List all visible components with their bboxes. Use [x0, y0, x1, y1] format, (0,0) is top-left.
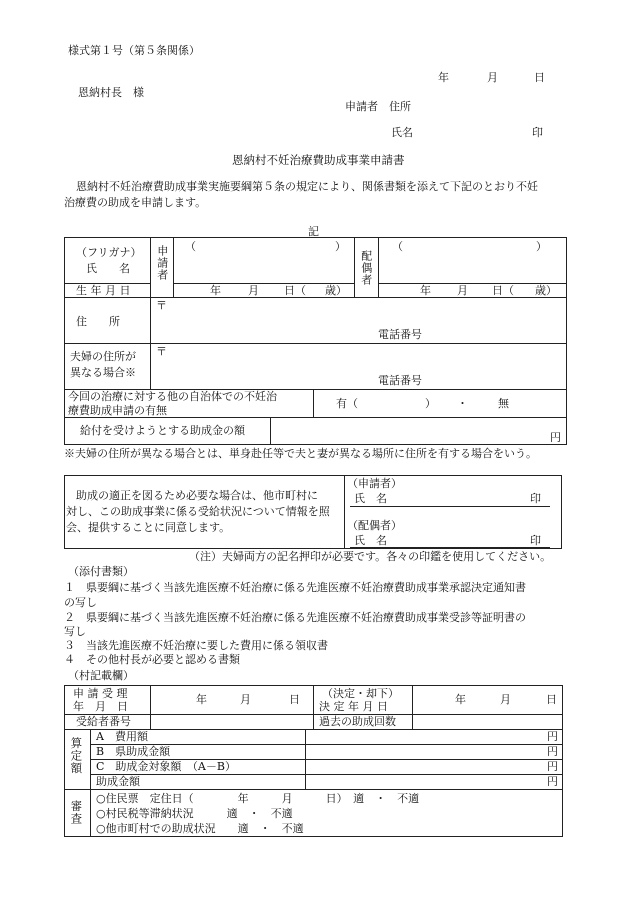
applicant-furigana-open: （ [185, 240, 196, 253]
target-amount-row-label: C 助成金対象額 （A－B） [96, 760, 236, 773]
page-title: 恩納村不妊治療費助成事業申請書 [232, 153, 405, 167]
applicant-name-label: 氏名 [391, 126, 413, 139]
consent-line-1: 助成の適正を図るため必要な場合は、他市町村に [76, 489, 318, 502]
diff-address-label-2: 異なる場合※ [70, 366, 136, 379]
diff-phone-label: 電話番号 [378, 374, 422, 387]
name-label: 氏 名 [86, 262, 130, 275]
past-count-label: 過去の助成回数 [319, 715, 396, 728]
intro-line-2: 治療費の助成を申請します。 [64, 196, 207, 209]
spouse-birth-month: 月 [457, 284, 468, 297]
spouse-age: 歳） [535, 284, 557, 297]
receipt-date-label-1: 申 請 受 理 [73, 687, 128, 700]
spouse-furigana-open: （ [392, 240, 403, 253]
other-city-label-2: 療費助成申請の有無 [68, 404, 167, 417]
date-day-label: 日 [534, 71, 545, 84]
intro-line-1: 恩納村不妊治療費助成事業実施要綱第５条の規定により、関係書類を添えて下記のとおり不妊 [76, 180, 538, 193]
dot-separator: ・ [457, 397, 468, 410]
recipient-number-label: 受給者番号 [76, 715, 131, 728]
applicant-address-label: 申請者 住所 [345, 100, 411, 113]
postal-mark: 〒 [156, 299, 167, 312]
decision-date-label-2: 決 定 年 月 日 [319, 700, 388, 713]
yes-close: ） [425, 397, 436, 410]
consent-applicant-heading: （申請者） [347, 477, 402, 490]
form-number: 様式第１号（第５条関係） [68, 44, 200, 57]
pref-grant-yen: 円 [547, 745, 558, 758]
phone-label: 電話番号 [378, 328, 422, 341]
seal-mark: 印 [532, 126, 543, 139]
seal-note: （注）夫婦両方の記名押印が必要です。各々の印鑑を使用してください。 [189, 550, 552, 563]
amount-label: 給付を受けようとする助成金の額 [80, 424, 245, 437]
attachment-3: ３ 当該先進医療不妊治療に要した費用に係る領収書 [64, 639, 328, 652]
no-label: 無 [498, 397, 509, 410]
other-city-label-1: 今回の治療に対する他の自治体での不妊治 [68, 390, 277, 403]
grant-amount-row-label: 助成金額 [96, 775, 140, 788]
grant-amount-yen: 円 [547, 775, 558, 788]
diff-postal-mark: 〒 [156, 345, 167, 358]
applicant-birth-month: 月 [248, 284, 259, 297]
spouse-furigana-close: ） [536, 240, 547, 253]
spouse-column-label: 配偶者 [359, 250, 373, 286]
receipt-day: 日 [289, 693, 300, 706]
cost-row-label: A 費用額 [96, 730, 148, 743]
cost-yen: 円 [547, 730, 558, 743]
amount-yen: 円 [550, 431, 561, 444]
receipt-month: 月 [240, 693, 251, 706]
address-label: 住 所 [76, 315, 120, 328]
furigana-label: （フリガナ） [76, 246, 142, 259]
attachments-heading: （添付書類） [68, 565, 134, 578]
spouse-birth-year: 年 [420, 284, 431, 297]
decision-year: 年 [455, 693, 466, 706]
village-heading: （村記載欄） [68, 669, 134, 682]
address-note: ※夫婦の住所が異なる場合とは、単身赴任等で夫と妻が異なる場所に住所を有する場合をいう。 [64, 447, 537, 460]
review-residence: ○住民票 定住日（ 年 月 日） 適 ・ 不適 [96, 792, 420, 805]
receipt-date-label-2: 年 月 日 [73, 700, 128, 713]
birthdate-label: 生 年 月 日 [76, 284, 131, 297]
target-amount-yen: 円 [547, 760, 558, 773]
addressee: 恩納村長 様 [78, 86, 144, 99]
attachment-1-cont: の写し [64, 596, 97, 609]
attachment-2-cont: 写し [64, 625, 86, 638]
consent-applicant-name: 氏 名 [354, 492, 387, 505]
decision-month: 月 [500, 693, 511, 706]
consent-spouse-name: 氏 名 [354, 534, 387, 547]
date-month-label: 月 [487, 71, 498, 84]
applicant-birth-year: 年 [210, 284, 221, 297]
applicant-furigana-close: ） [335, 240, 346, 253]
review-label: 審査 [69, 800, 84, 825]
ki-label: 記 [308, 225, 319, 238]
consent-line-3: 会、提供することに同意します。 [66, 521, 231, 534]
receipt-year: 年 [196, 693, 207, 706]
applicant-column-label: 申請者 [155, 245, 169, 281]
consent-spouse-seal: 印 [530, 534, 541, 547]
diff-address-label-1: 夫婦の住所が [70, 350, 136, 363]
calc-amount-label: 算定額 [69, 737, 84, 775]
consent-spouse-heading: （配偶者） [347, 519, 402, 532]
yes-label: 有（ [336, 397, 358, 410]
consent-line-2: 対し、この助成事業に係る受給状況について情報を照 [66, 505, 330, 518]
date-year-label: 年 [438, 71, 449, 84]
decision-day: 日 [546, 693, 557, 706]
spouse-birth-day: 日（ [492, 284, 514, 297]
consent-applicant-seal: 印 [530, 492, 541, 505]
pref-grant-row-label: B 県助成金額 [96, 745, 171, 758]
attachment-2: ２ 県要綱に基づく当該先進医療不妊治療に係る先進医療不妊治療費助成事業受診等証明書の [64, 611, 526, 624]
review-other-city: ○他市町村での助成状況 適 ・ 不適 [96, 822, 304, 835]
attachment-1: １ 県要綱に基づく当該先進医療不妊治療に係る先進医療不妊治療費助成事業承認決定通知書 [64, 581, 526, 594]
attachment-4: ４ その他村長が必要と認める書類 [64, 653, 240, 666]
applicant-birth-day: 日（ [284, 284, 306, 297]
review-tax: ○村民税等滞納状況 適 ・ 不適 [96, 807, 293, 820]
applicant-age: 歳） [325, 284, 347, 297]
decision-date-label-1: （決定・却下） [322, 687, 399, 700]
